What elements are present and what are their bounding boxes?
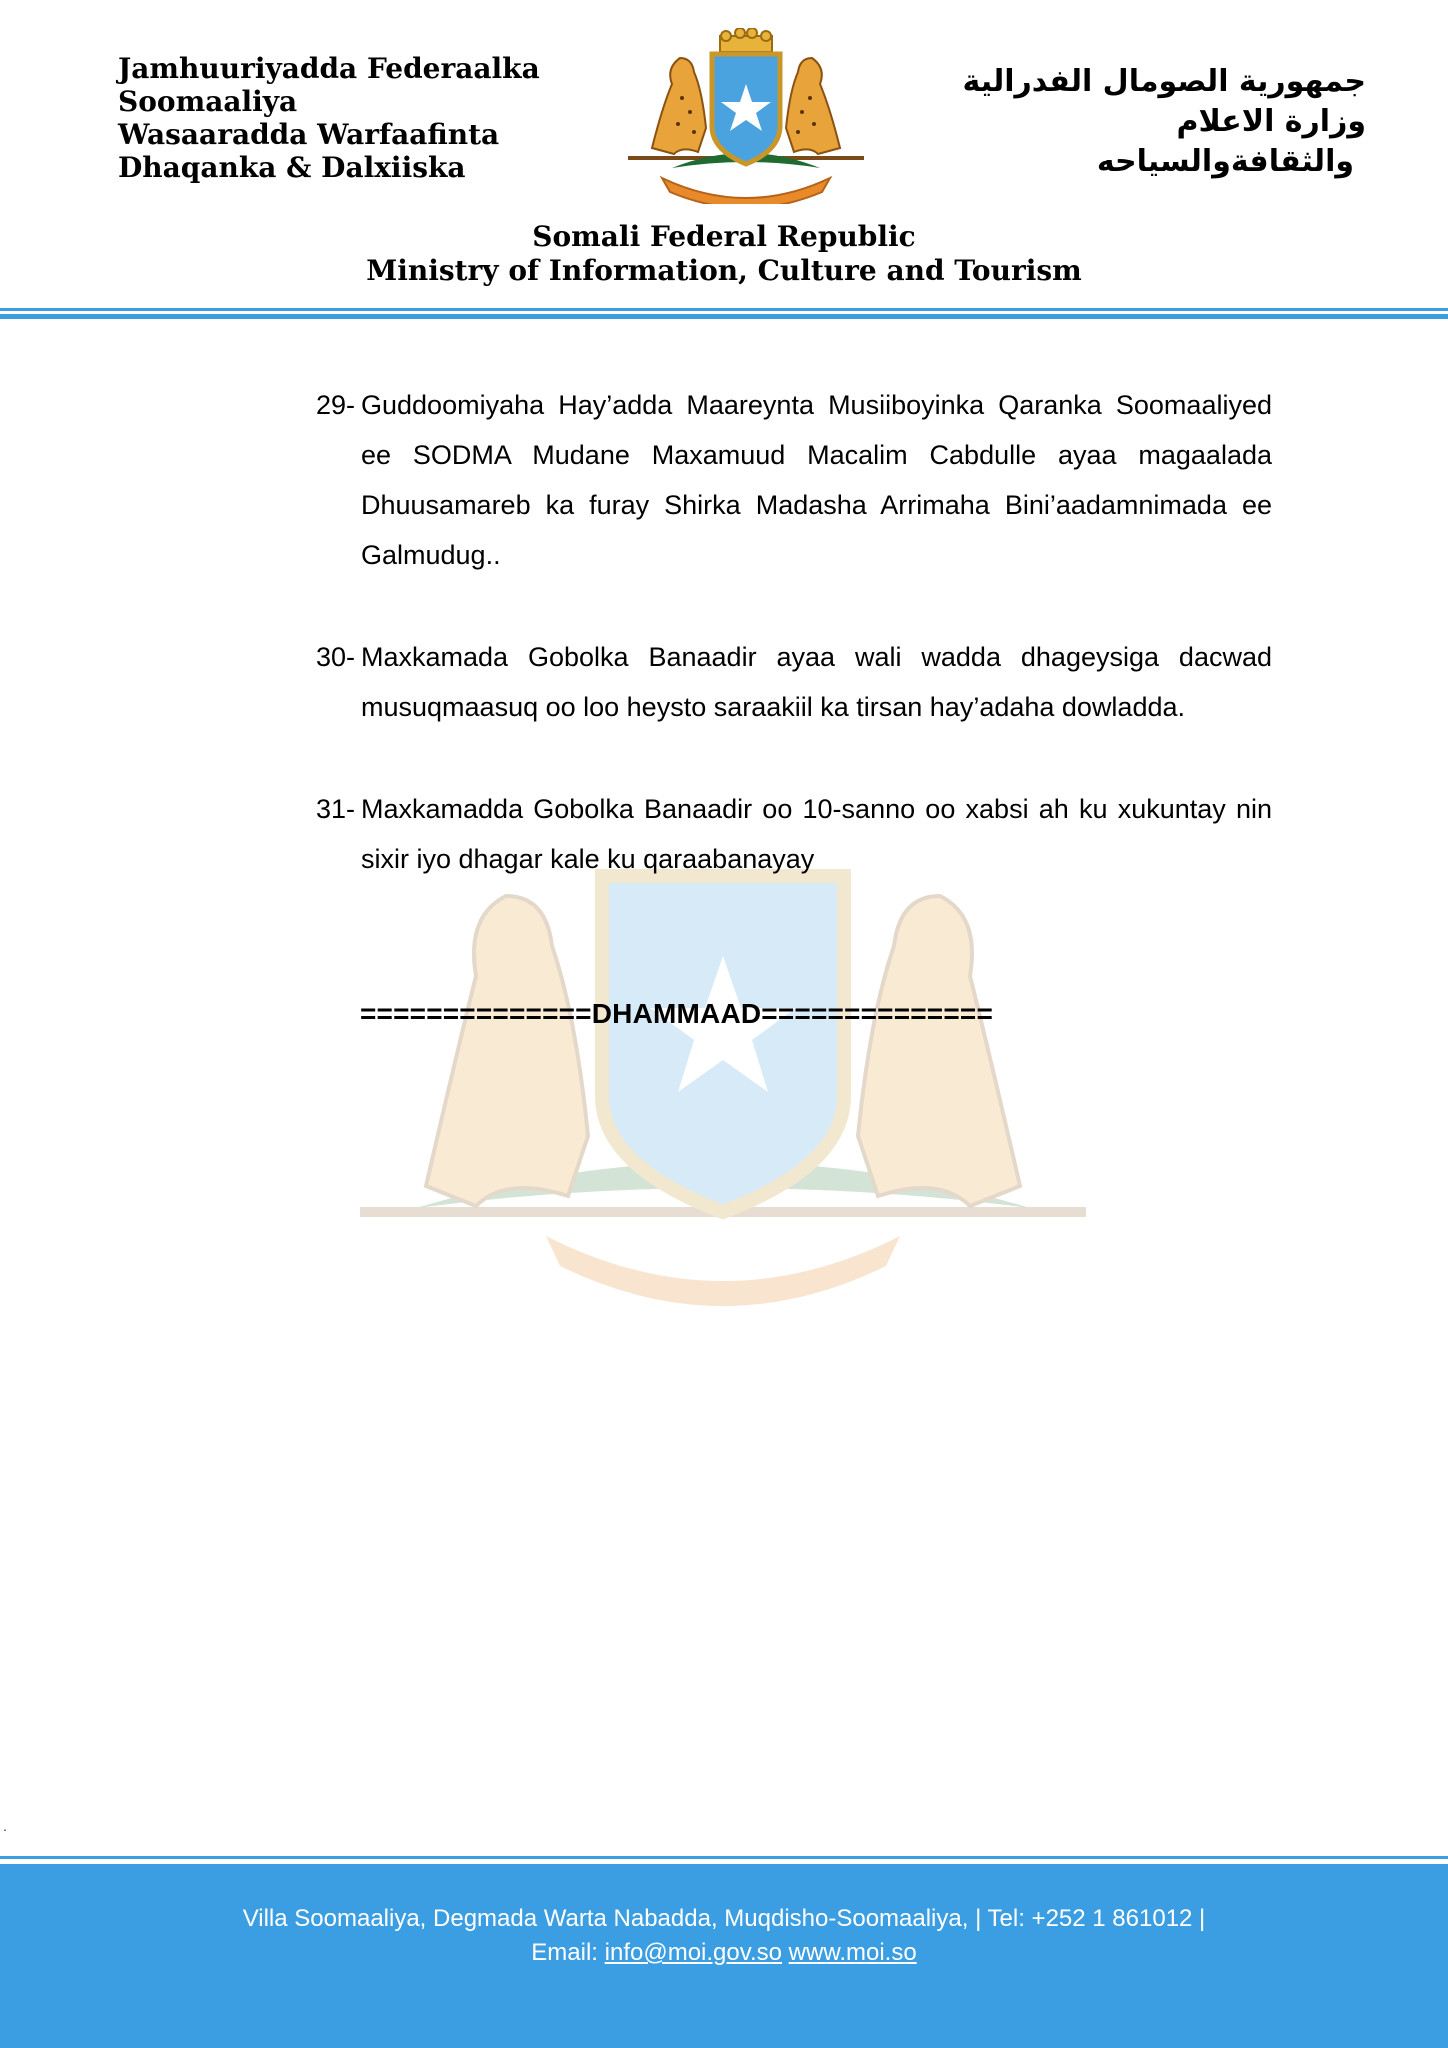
- header-arabic-line-3: والثقافةوالسياحه: [1096, 144, 1354, 179]
- header-arabic-line-2: وزارة الاعلام: [1176, 104, 1366, 139]
- footer-address: Villa Soomaaliya, Degmada Warta Nabadda, Muqdisho-Soomaaliya, | Tel: +252 1 861012 |: [242, 1905, 1206, 1932]
- list-item: [316, 632, 1272, 732]
- stray-mark: .: [3, 1818, 7, 1834]
- footer-email-link[interactable]: info@moi.gov.so: [604, 1939, 782, 1966]
- header-somali-line-2: Soomaaliya: [118, 85, 298, 118]
- footer-divider: [0, 1856, 1448, 1859]
- list-item: [316, 380, 1272, 580]
- header-english-line-2: Ministry of Information, Culture and Tourism: [366, 254, 1082, 287]
- header-somali-line-1: Jamhuuriyadda Federaalka: [118, 52, 540, 85]
- item-number: 31-: [316, 794, 356, 824]
- header-divider-thick: [0, 314, 1448, 319]
- news-items-list: [316, 380, 1272, 936]
- header-divider-thin: [0, 308, 1448, 311]
- item-number: 29-: [316, 390, 356, 420]
- item-text: Guddoomiyaha Hay’adda Maareynta Musiiboyinka Qaranka Soomaaliyed ee SODMA Mudane Maxamuud Macalim Cabdulle ayaa magaalada Dhuusamareb ka furay Shirka Madasha Arrimaha Bini’aadamnimada ee Galmudug..: [361, 390, 1272, 570]
- footer-contact-line: [0, 1936, 1448, 1970]
- closing-marker: ==============DHAMMAAD==============: [360, 998, 994, 1029]
- list-item: [316, 784, 1272, 884]
- header-somali-line-3: Wasaaradda Warfaafinta: [118, 118, 500, 151]
- header-somali-line-4: Dhaqanka & Dalxiiska: [118, 151, 466, 184]
- item-text: Maxkamada Gobolka Banaadir ayaa wali wadda dhageysiga dacwad musuqmaasuq oo loo heysto saraakiil ka tirsan hay’adaha dowladda.: [361, 642, 1272, 722]
- header-english-name: [0, 220, 1448, 288]
- footer-email-label: Email:: [531, 1939, 598, 1966]
- header-arabic-line-1: جمهورية الصومال الفدرالية: [962, 64, 1366, 99]
- header-arabic-name: [926, 62, 1366, 182]
- item-number: 30-: [316, 642, 356, 672]
- footer-website-link[interactable]: www.moi.so: [788, 1939, 917, 1966]
- header-somali-name: [118, 52, 578, 184]
- somalia-coat-of-arms-icon: [622, 28, 870, 204]
- item-text: Maxkamadda Gobolka Banaadir oo 10-sanno oo xabsi ah ku xukuntay nin sixir iyo dhagar kale ku qaraabanayay: [361, 794, 1272, 874]
- header-english-line-1: Somali Federal Republic: [532, 220, 916, 253]
- footer-contact-bar: [0, 1864, 1448, 2048]
